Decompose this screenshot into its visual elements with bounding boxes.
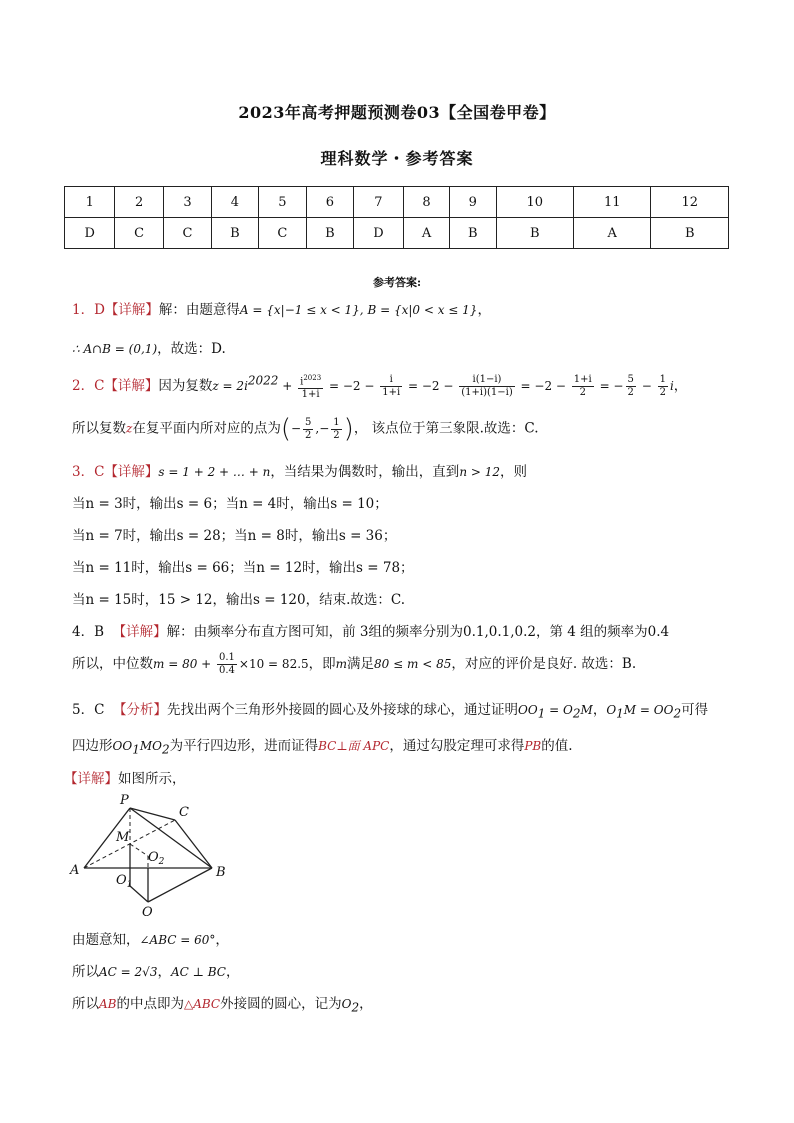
q2-frac1-den: 1+i <box>301 389 320 401</box>
q4-line2-a: 所以，中位数 <box>72 656 153 672</box>
q5-m1s: 1 <box>537 706 546 721</box>
q5-d3-tri: △ABC <box>183 997 221 1011</box>
q2-frac2-den: 1+i <box>382 387 401 399</box>
q3-line1 <box>72 460 527 480</box>
q5-d2-text: 所以 <box>72 964 99 980</box>
q3-row: 当n = 15时，15 > 12，输出s = 120，结束.故选：C. <box>72 592 406 608</box>
q2-point-y <box>331 417 341 442</box>
edge-CB <box>175 820 212 868</box>
q5-d3-os: 2 <box>351 1000 360 1015</box>
q5-d2-end: ， <box>225 964 240 980</box>
question-number: 8 <box>404 187 450 218</box>
q3-row: 当n = 11时，输出s = 66；当n = 12时，输出s = 78； <box>72 560 414 576</box>
edge-PC <box>130 808 175 820</box>
q1-line2-math: ∴ A∩B = (0,1) <box>72 342 158 356</box>
q3-row: 当n = 7时，输出s = 28；当n = 8时，输出s = 36； <box>72 528 397 544</box>
question-number: 4 <box>212 187 259 218</box>
q2-pt-a-den: 2 <box>305 429 312 441</box>
q5-d2-math2: AC ⊥ BC <box>170 965 226 979</box>
q2-frac6-den: 2 <box>659 387 666 399</box>
q2-eq2: = −2 − <box>404 379 458 394</box>
q2-frac1-num: i <box>300 376 304 388</box>
q2-frac6 <box>658 374 668 399</box>
q4-text: 解：由频率分布直方图可知，前 3组的频率分别为0.1,0.1,0.2，第 4 组的频率为0.4 <box>166 624 670 640</box>
q5-d3-end: ， <box>359 996 373 1012</box>
q5-text1: 先找出两个三角形外接圆的圆心及外接球的球心，通过证明 <box>167 702 519 718</box>
q5-tag: 5．C <box>72 702 105 718</box>
q2-pt-b-num: 1 <box>333 416 340 428</box>
q4-line2-c: ，即 <box>308 656 336 672</box>
q4-line2-d: m <box>335 657 348 671</box>
q3-end: ，则 <box>500 464 527 480</box>
q2-z: z = 2i <box>212 379 248 394</box>
q1-line1 <box>72 298 491 318</box>
segment-O1-O <box>130 886 148 902</box>
q2-frac4 <box>572 374 594 399</box>
q5-comma: ， <box>592 702 607 718</box>
q4-line2-m: m = 80 + <box>153 657 216 671</box>
question-number: 9 <box>449 187 496 218</box>
q2-point-x <box>303 417 313 442</box>
q2-line2-a: 所以复数 <box>72 420 126 437</box>
q2-text: 因为复数 <box>158 378 213 395</box>
label-O: O <box>142 905 153 920</box>
q2-plus: + <box>278 379 297 394</box>
q5-d2-math: AC = 2√3 <box>99 965 158 979</box>
question-number: 2 <box>115 187 163 218</box>
answer-cell: D <box>65 218 115 249</box>
q2-frac3-den: (1+i)(1−i) <box>461 387 513 399</box>
q5-m2b: M = OO <box>623 703 674 717</box>
label-O1: $O_1$ <box>116 873 133 890</box>
q2-frac5-den: 2 <box>627 387 634 399</box>
q5-d1-end: ， <box>215 932 229 948</box>
q5-d1-math: ∠ABC = 60° <box>139 933 216 947</box>
q2-frac3 <box>459 374 514 399</box>
q5-m2s: 1 <box>616 706 624 721</box>
question-number: 7 <box>353 187 403 218</box>
q2-exp: 2022 <box>247 373 279 388</box>
q2-paren-open: ( <box>280 414 291 444</box>
q4-frac-num: 0.1 <box>219 652 235 663</box>
answer-cell: D <box>353 218 403 249</box>
question-number: 11 <box>574 187 651 218</box>
question-number: 6 <box>307 187 354 218</box>
label-B: B <box>216 865 226 880</box>
q5-detail1 <box>72 928 229 948</box>
answer-table-numbers-row <box>65 187 729 218</box>
q4-tag2: 【详解】 <box>112 624 167 640</box>
q2-frac2 <box>380 374 402 399</box>
q5-m1d: M <box>580 703 593 717</box>
q2-frac5 <box>626 374 636 399</box>
q5-m2c: 2 <box>673 706 682 721</box>
q2-line2: 所以复数z在复平面内所对应的点为(− $\frac{5}{2}$ ,− $\frac{1}{2}$ )， 该点位于第三象限.故选：C. <box>72 414 539 444</box>
q5-line2-h: 的值. <box>541 738 573 754</box>
q5-d3-o: O <box>341 997 352 1011</box>
question-number: 10 <box>496 187 573 218</box>
q1-tag: 1．D【详解】 <box>72 302 159 318</box>
q1-text: 解：由题意得 <box>158 302 240 318</box>
q1-math: A = {x|−1 ≤ x < 1}, B = {x|0 < x ≤ 1} <box>239 303 478 317</box>
q5-line2-f: ，通过勾股定理可求得 <box>389 738 525 754</box>
label-O2: $O_2$ <box>148 850 165 867</box>
q2-frac3-num: i(1−i) <box>459 374 514 387</box>
geometry-figure <box>64 786 244 920</box>
label-C: C <box>179 805 189 820</box>
q5-detail-tag: 【详解】 <box>64 771 118 787</box>
q2-frac1-exp: 2023 <box>303 374 322 382</box>
q4-line2-b: ×10 = 82.5 <box>238 657 309 671</box>
q4-frac <box>217 652 237 677</box>
q3-text: ，当结果为偶数时，输出，直到 <box>270 464 460 480</box>
answer-cell: C <box>115 218 163 249</box>
q2-eq1: = −2 − <box>325 379 379 394</box>
q5-line2-cs: 2 <box>161 742 170 757</box>
question-number: 1 <box>65 187 115 218</box>
q2-eq6: i <box>669 379 674 394</box>
q5-detail3 <box>72 992 373 1015</box>
q2-line2-c: ， 该点位于第三象限.故选：C. <box>353 420 539 437</box>
answer-cell: B <box>449 218 496 249</box>
q5-m1b: = O <box>545 703 573 717</box>
q5-d1-text: 由题意知， <box>72 932 140 948</box>
q1-end: ， <box>477 302 491 318</box>
q5-detail-text: 如图所示， <box>118 771 186 787</box>
q5-d3-text: 所以 <box>72 996 99 1012</box>
q5-d3-mid2: 外接圆的圆心，记为 <box>220 996 342 1012</box>
q5-line2-a: 四边形 <box>72 738 113 754</box>
q2-paren-close: ) <box>343 414 354 444</box>
q4-line1 <box>72 620 669 640</box>
q2-line1 <box>72 372 687 401</box>
edge-PB <box>130 808 212 868</box>
q2-pt-b-den: 2 <box>333 429 340 441</box>
q1-line2-text: ，故选：D. <box>157 341 226 357</box>
q3-expr: s = 1 + 2 + … + n <box>158 465 271 479</box>
q2-end: ， <box>673 378 688 395</box>
label-A: A <box>70 863 80 878</box>
q4-tag: 4．B <box>72 624 105 640</box>
page-subtitle: 理科数学・参考答案 <box>320 149 474 168</box>
q5-d2-mid: ， <box>157 964 171 980</box>
q5-line2 <box>72 734 573 757</box>
q1-line2 <box>72 337 226 357</box>
q2-frac4-num: 1+i <box>573 374 592 386</box>
q4-line2-e: 满足 <box>347 656 375 672</box>
q5-line1 <box>72 698 708 721</box>
answer-cell: B <box>496 218 573 249</box>
q5-m1: OO <box>518 703 538 717</box>
q2-frac4-den: 2 <box>579 387 586 399</box>
answer-cell: B <box>307 218 354 249</box>
q4-line2-g: ，对应的评价是良好. 故选：B. <box>451 656 637 672</box>
q3-tag: 3．C【详解】 <box>72 464 159 480</box>
answer-table-answers-row <box>65 218 729 249</box>
segment-O-B <box>148 868 212 902</box>
q5-line2-c: MO <box>139 739 162 753</box>
label-M: M <box>116 830 130 845</box>
q5-line2-bs: 1 <box>132 742 140 757</box>
q5-line2-d: 为平行四边形，进而证得 <box>169 738 319 754</box>
q2-eq4: = − <box>595 379 624 394</box>
q2-frac1 <box>298 372 323 401</box>
answer-cell: B <box>212 218 259 249</box>
q5-detail-line <box>64 767 186 787</box>
q2-frac5-num: 5 <box>627 374 634 386</box>
q2-eq5: − <box>637 379 656 394</box>
answer-cell: A <box>574 218 651 249</box>
q5-line2-g: PB <box>524 739 542 753</box>
q3-cond: n > 12 <box>459 465 500 479</box>
question-number: 12 <box>651 187 729 218</box>
q3-row: 当n = 3时，输出s = 6；当n = 4时，输出s = 10； <box>72 496 388 512</box>
q2-line2-z: z <box>126 421 133 436</box>
answer-cell: C <box>163 218 211 249</box>
reference-answers-label: 参考答案: <box>372 276 422 289</box>
q2-line2-b: 在复平面内所对应的点为 <box>132 420 281 437</box>
segment-M-O2-dashed <box>130 844 148 856</box>
label-P: P <box>120 793 129 808</box>
answer-cell: A <box>404 218 450 249</box>
q5-m2: O <box>606 703 617 717</box>
q2-eq3: = −2 − <box>516 379 570 394</box>
q5-tag2: 【分析】 <box>113 702 168 718</box>
q5-d3-mid: 的中点即为 <box>116 996 184 1012</box>
q5-detail2 <box>72 960 239 980</box>
answer-cell: B <box>651 218 729 249</box>
q4-frac-den: 0.4 <box>219 665 235 676</box>
q5-line2-b: OO <box>112 739 133 753</box>
answer-cell: C <box>258 218 306 249</box>
q2-frac6-num: 1 <box>659 374 666 386</box>
question-number: 3 <box>163 187 211 218</box>
q4-line2-f: 80 ≤ m < 85 <box>374 657 452 671</box>
page-title: 2023年高考押题预测卷03【全国卷甲卷】 <box>238 103 556 122</box>
q5-d3-ab: AB <box>99 997 117 1011</box>
answer-table <box>64 186 729 249</box>
q2-frac2-num: i <box>380 374 402 387</box>
q2-tag: 2．C【详解】 <box>72 378 159 395</box>
question-number: 5 <box>258 187 306 218</box>
q5-text2: 可得 <box>681 702 709 718</box>
q2-pt-a-num: 5 <box>305 416 312 428</box>
q5-m1c: 2 <box>572 706 581 721</box>
q4-line2 <box>72 652 636 677</box>
q5-line2-e: BC⊥面 APC <box>318 739 390 753</box>
